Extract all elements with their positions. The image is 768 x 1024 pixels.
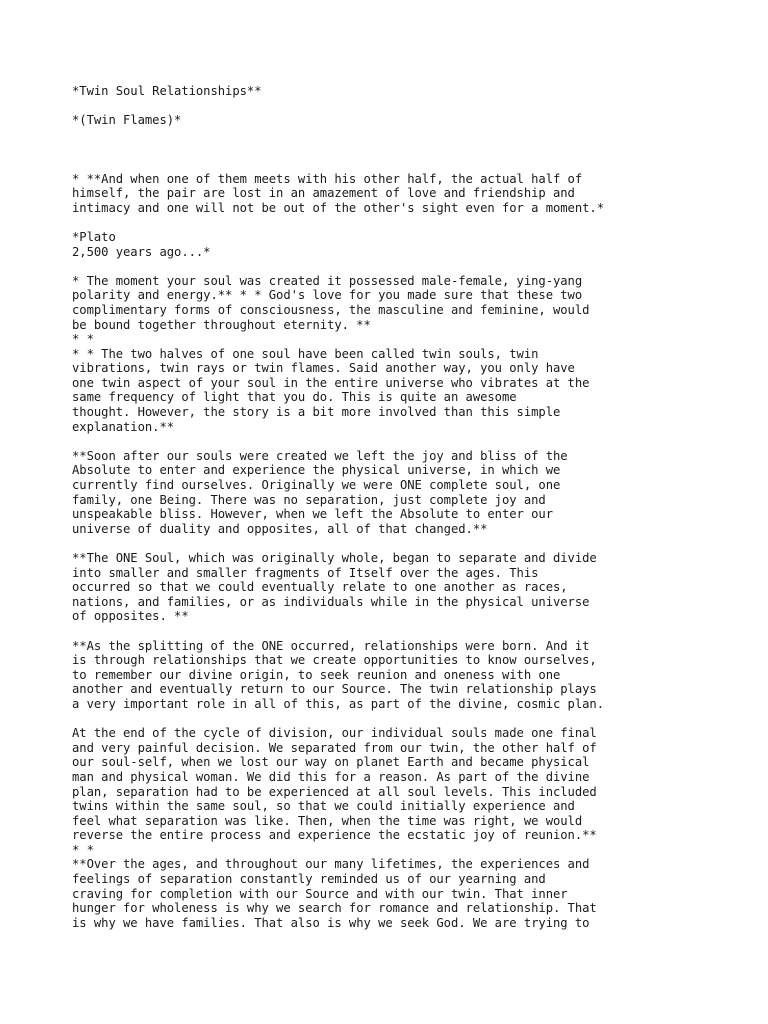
text-line: polarity and energy.** * * God's love for you made sure that these two xyxy=(72,288,583,303)
text-line: craving for completion with our Source and with our twin. That inner xyxy=(72,886,568,901)
text-line: into smaller and smaller fragments of Itself over the ages. This xyxy=(72,565,539,580)
paragraph xyxy=(72,449,752,537)
text-line: nations, and families, or as individuals while in the physical universe xyxy=(72,594,590,609)
text-line: plan, separation had to be experienced at all soul levels. This included xyxy=(72,784,597,799)
paragraph xyxy=(72,639,752,712)
text-line: unspeakable bliss. However, when we left the Absolute to enter our xyxy=(72,507,553,522)
text-line: a very important role in all of this, as part of the divine, cosmic plan. xyxy=(72,696,604,711)
text-line: * * xyxy=(72,842,94,857)
text-line: twins within the same soul, so that we could initially experience and xyxy=(72,799,575,814)
text-line: himself, the pair are lost in an amazement of love and friendship and xyxy=(72,186,575,201)
paragraph xyxy=(72,551,752,624)
text-line: feelings of separation constantly reminded us of our yearning and xyxy=(72,872,546,887)
text-line xyxy=(72,142,752,157)
paragraph xyxy=(72,726,752,930)
text-line: to remember our divine origin, to seek reunion and oneness with one xyxy=(72,667,561,682)
text-line: Absolute to enter and experience the physical universe, in which we xyxy=(72,463,561,478)
paragraph xyxy=(72,274,752,435)
text-line: 2,500 years ago...* xyxy=(72,244,211,259)
text-line: **As the splitting of the ONE occurred, relationships were born. And it xyxy=(72,638,590,653)
text-line: **Soon after our souls were created we left the joy and bliss of the xyxy=(72,448,568,463)
text-line: * * xyxy=(72,332,94,347)
text-line: of opposites. ** xyxy=(72,609,189,624)
text-line: one twin aspect of your soul in the entire universe who vibrates at the xyxy=(72,375,590,390)
text-line: is through relationships that we create opportunities to know ourselves, xyxy=(72,653,597,668)
text-line: hunger for wholeness is why we search for romance and relationship. That xyxy=(72,901,597,916)
text-line: * * The two halves of one soul have been called twin souls, twin xyxy=(72,346,539,361)
text-line: vibrations, twin rays or twin flames. Said another way, you only have xyxy=(72,361,575,376)
text-line: another and eventually return to our Source. The twin relationship plays xyxy=(72,682,597,697)
text-line: intimacy and one will not be out of the other's sight even for a moment.* xyxy=(72,200,604,215)
text-line: same frequency of light that you do. This is quite an awesome xyxy=(72,390,517,405)
text-line: reverse the entire process and experience the ecstatic joy of reunion.** xyxy=(72,828,597,843)
text-line: man and physical woman. We did this for a reason. As part of the divine xyxy=(72,769,590,784)
text-line: and very painful decision. We separated from our twin, the other half of xyxy=(72,740,597,755)
text-line: *Plato xyxy=(72,229,116,244)
text-line: currently find ourselves. Originally we were ONE complete soul, one xyxy=(72,478,561,493)
text-line: feel what separation was like. Then, when the time was right, we would xyxy=(72,813,583,828)
paragraph xyxy=(72,230,752,259)
text-line: thought. However, the story is a bit more involved than this simple xyxy=(72,405,561,420)
text-line: *Twin Soul Relationships** xyxy=(72,84,262,98)
text-line: * **And when one of them meets with his other half, the actual half of xyxy=(72,171,583,186)
text-line: be bound together throughout eternity. ** xyxy=(72,317,371,332)
document-page xyxy=(72,84,752,945)
document-title xyxy=(72,84,752,99)
text-line: * The moment your soul was created it possessed male-female, ying-yang xyxy=(72,273,583,288)
text-line: *(Twin Flames)* xyxy=(72,113,182,128)
text-line: is why we have families. That also is why we seek God. We are trying to xyxy=(72,915,590,930)
paragraph xyxy=(72,172,752,216)
text-line: occurred so that we could eventually relate to one another as races, xyxy=(72,580,568,595)
text-line: explanation.** xyxy=(72,419,175,434)
document-subtitle xyxy=(72,113,752,128)
text-line: **Over the ages, and throughout our many lifetimes, the experiences and xyxy=(72,857,590,872)
paragraph xyxy=(72,142,752,157)
text-line: complimentary forms of consciousness, the masculine and feminine, would xyxy=(72,302,590,317)
text-line: **The ONE Soul, which was originally whole, began to separate and divide xyxy=(72,551,597,565)
text-line: universe of duality and opposites, all of that changed.** xyxy=(72,521,488,536)
text-line: family, one Being. There was no separation, just complete joy and xyxy=(72,492,546,507)
text-line: our soul-self, when we lost our way on planet Earth and became physical xyxy=(72,755,590,770)
text-line: At the end of the cycle of division, our individual souls made one final xyxy=(72,726,597,741)
